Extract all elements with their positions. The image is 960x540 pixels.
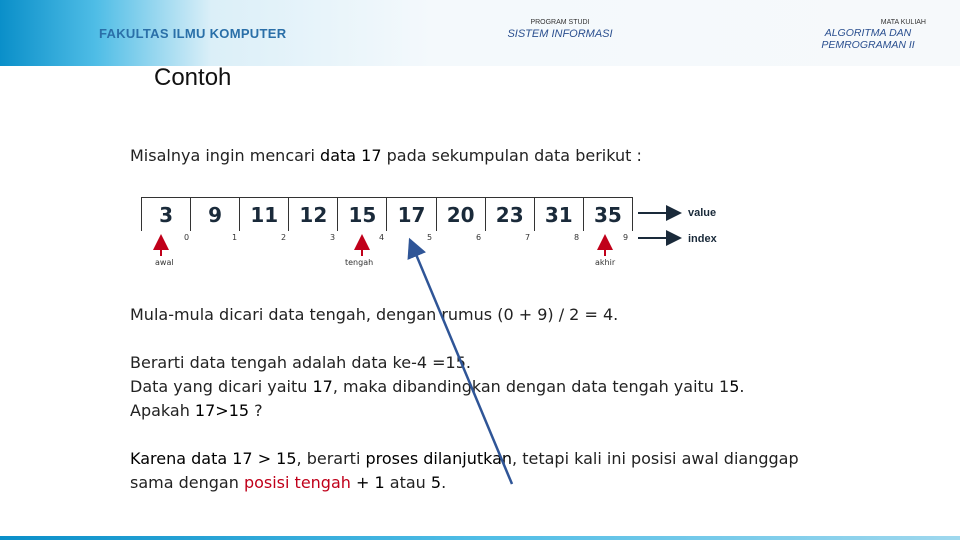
step-3-bold-2: 5: [729, 377, 740, 396]
step-5-mid: , berarti: [296, 449, 366, 468]
step-5-bold-2: proses dilanjutkan: [365, 449, 513, 468]
faculty-name: FAKULTAS ILMU KOMPUTER: [99, 26, 287, 41]
step-3-bold-1: 17: [312, 377, 333, 396]
array-cell: 9: [191, 198, 240, 231]
course-name-line-1: ALGORITMA DAN: [824, 27, 912, 39]
step-1-text: Mula-mula dicari data tengah, dengan rumus (0 + 9) / 2 = 4.: [130, 305, 619, 324]
slide-title: Contoh: [154, 64, 232, 91]
array-cell: 11: [240, 198, 289, 231]
index-label: 5: [427, 233, 433, 242]
intro-prefix: Misalnya ingin mencari: [130, 146, 321, 165]
step-3-end: .: [739, 377, 745, 396]
pointer-tengah-label: tengah: [345, 258, 374, 267]
index-label: 0: [184, 233, 190, 242]
intro-suffix: pada sekumpulan data berikut :: [381, 146, 642, 165]
course-name-line-2: PEMROGRAMAN II: [821, 39, 915, 51]
index-label: 4: [379, 233, 385, 242]
index-label: 8: [574, 233, 580, 242]
step-4-bold: 17>15: [194, 401, 250, 420]
row-label-value: value: [688, 207, 717, 219]
array-cell: 17: [387, 198, 436, 231]
program-label: PROGRAM STUDI: [530, 19, 590, 26]
array-cell: 31: [535, 198, 584, 231]
program-name: SISTEM INFORMASI: [507, 28, 613, 40]
array-cell: 35: [593, 202, 622, 227]
step-6-mid: atau: [384, 473, 431, 492]
pointer-akhir-label: akhir: [595, 258, 616, 267]
step-4-prefix: Apakah: [130, 401, 195, 420]
array-cell: 12: [289, 198, 338, 231]
step-6-prefix: sama dengan: [130, 473, 244, 492]
step-6-end: .: [441, 473, 447, 492]
step-3-mid: , maka dibandingkan dengan data tengah yaitu 1: [332, 377, 730, 396]
index-label: 6: [476, 233, 482, 242]
intro-bold: data 17: [320, 146, 382, 165]
array-cell: 15: [338, 198, 387, 231]
step-6-bold: 5: [430, 473, 442, 492]
step-6-red: posisi tengah: [243, 473, 351, 492]
row-label-index: index: [688, 233, 717, 245]
index-label: 2: [281, 233, 287, 242]
array-cell: 20: [437, 198, 486, 231]
index-label: 9: [623, 233, 629, 242]
index-label: 7: [525, 233, 531, 242]
step-5-bold-1: Karena data 17 > 15: [130, 449, 297, 468]
index-label: 1: [232, 233, 238, 242]
step-4-suffix: ?: [249, 401, 263, 420]
array-cell: 3: [142, 198, 191, 231]
footer-bar: [0, 536, 960, 540]
step-5-end: , tetapi kali ini posisi awal dianggap: [512, 449, 799, 468]
step-3-prefix: Data yang dicari yaitu: [130, 377, 313, 396]
array-cell: 23: [486, 198, 535, 231]
new-start-arrow-icon: [410, 240, 512, 484]
step-2-text: Berarti data tengah adalah data ke-4 =15.: [130, 353, 471, 372]
pointer-awal-label: awal: [155, 258, 174, 267]
course-label: MATA KULIAH: [880, 19, 926, 26]
index-label: 3: [330, 233, 336, 242]
step-6-plus: + 1: [350, 473, 385, 492]
